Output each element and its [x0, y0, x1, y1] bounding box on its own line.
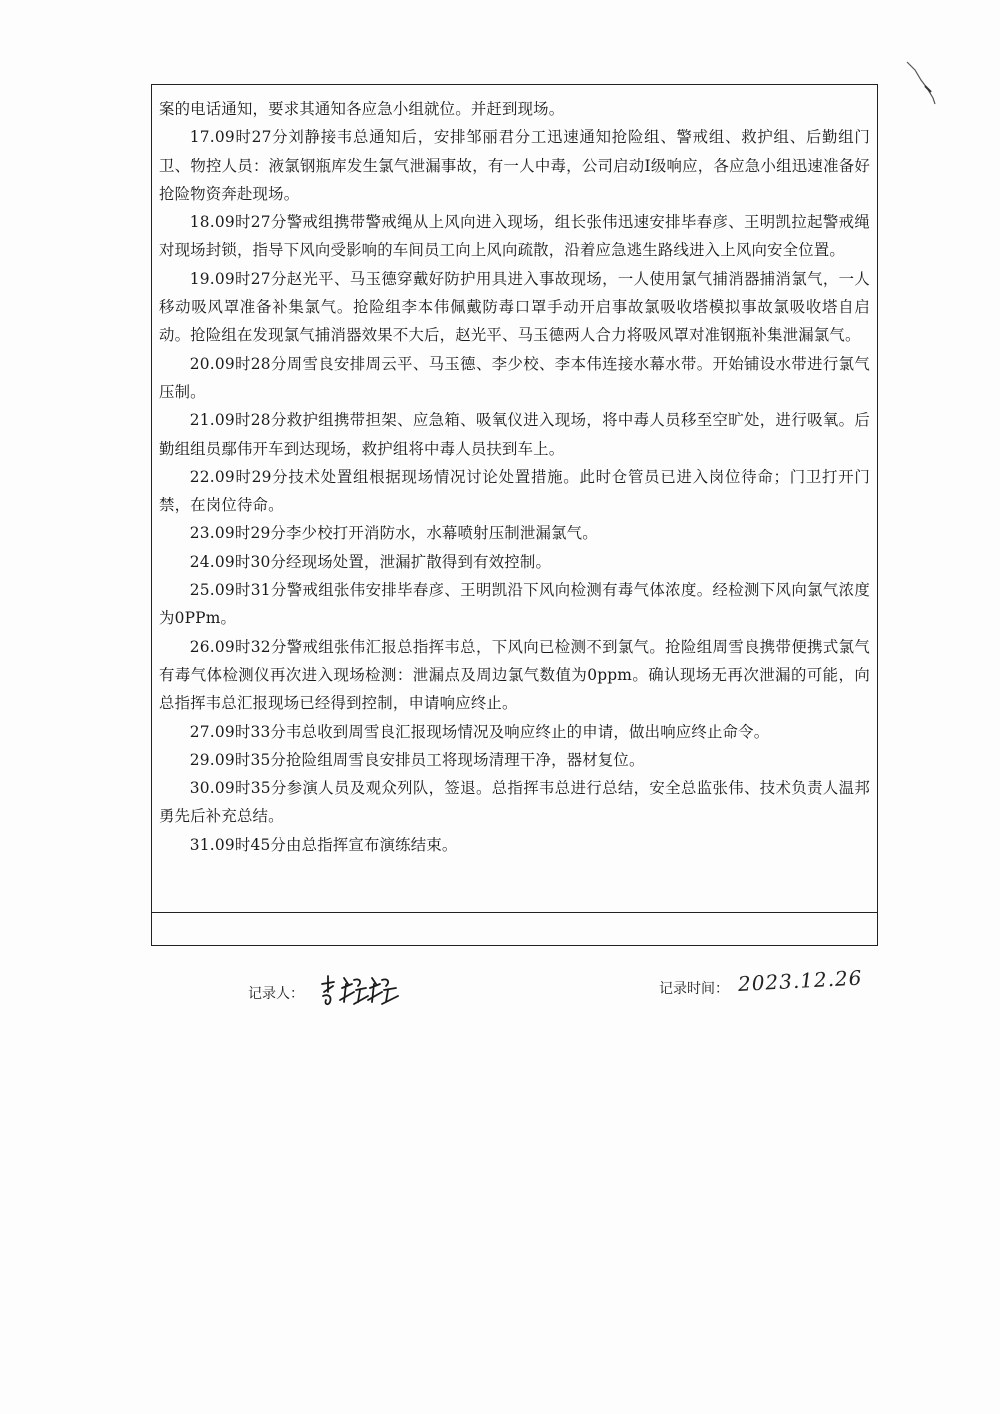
- record-paragraph: 29.09时35分抢险组周雪良安排员工将现场清理干净，器材复位。: [189, 750, 645, 769]
- recorder-signature: [318, 970, 402, 1010]
- drill-record-content: [152, 85, 877, 915]
- record-time-label: 记录时间：: [659, 981, 729, 997]
- record-paragraph: 19.09时27分赵光平、马玉德穿戴好防护用具进入事故现场，一人使用氯气捕消器捕消氯气，一人移动吸风罩准备补集氯气。抢险组李本伟佩戴防毒口罩手动开启事故氯吸收塔模拟事故氯吸收塔自启动。抢险组在发现氯气捕消器效果不大后，赵光平、马玉德两人合力将吸风罩对准钢瓶补集泄漏氯气。: [159, 269, 870, 345]
- record-paragraph: 20.09时28分周雪良安排周云平、马玉德、李少校、李本伟连接水幕水带。开始铺设水带进行氯气压制。: [159, 354, 870, 401]
- empty-table-row: [152, 912, 877, 945]
- drill-record-box: [151, 84, 878, 946]
- record-paragraph: 22.09时29分技术处置组根据现场情况讨论处置措施。此时仓管员已进入岗位待命；门卫打开门禁，在岗位待命。: [159, 467, 870, 515]
- page-corner-mark: [905, 58, 941, 108]
- record-paragraph: 26.09时32分警戒组张伟汇报总指挥韦总，下风向已检测不到氯气。抢险组周雪良携带便携式氯气有毒气体检测仪再次进入现场检测：泄漏点及周边氯气数值为0ppm。确认现场无再次泄漏的可能，向总指挥韦总汇报现场已经得到控制，申请响应终止。: [159, 637, 870, 713]
- record-paragraph: 30.09时35分参演人员及观众列队，签退。总指挥韦总进行总结，安全总监张伟、技术负责人温邦勇先后补充总结。: [159, 779, 870, 826]
- record-paragraph: 23.09时29分李少校打开消防水，水幕喷射压制泄漏氯气。: [189, 524, 598, 543]
- record-paragraph: 21.09时28分救护组携带担架、应急箱、吸氧仪进入现场，将中毒人员移至空旷处，进行吸氧。后勤组组员鄢伟开车到达现场，救护组将中毒人员扶到车上。: [159, 411, 870, 458]
- record-paragraph: 25.09时31分警戒组张伟安排毕春彦、王明凯沿下风向检测有毒气体浓度。经检测下风向氯气浓度为0PPm。: [159, 581, 870, 628]
- record-paragraph: 24.09时30分经现场处置，泄漏扩散得到有效控制。: [189, 552, 552, 571]
- record-time-value: 2023.12.26: [737, 965, 863, 996]
- record-paragraph: 17.09时27分刘静接韦总通知后，安排邹丽君分工迅速通知抢险组、警戒组、救护组、后勤组门卫、物控人员：液氯钢瓶库发生氯气泄漏事故，有一人中毒，公司启动Ⅰ级响应，各应急小组迅速准备好抢险物资奔赴现场。: [159, 128, 870, 203]
- record-paragraph: 18.09时27分警戒组携带警戒绳从上风向进入现场，组长张伟迅速安排毕春彦、王明凯拉起警戒绳对现场封锁，指导下风向受影响的车间员工向上风向疏散，沿着应急逃生路线进入上风向安全位置。: [159, 213, 870, 260]
- record-paragraph: 27.09时33分韦总收到周雪良汇报现场情况及响应终止的申请，做出响应终止命令。: [189, 722, 770, 741]
- record-footer: [0, 966, 1000, 1016]
- recorder-label: 记录人：: [248, 986, 304, 1002]
- record-paragraph: 31.09时45分由总指挥宣布演练结束。: [189, 835, 458, 854]
- record-paragraph: 案的电话通知，要求其通知各应急小组就位。并赶到现场。: [159, 100, 565, 118]
